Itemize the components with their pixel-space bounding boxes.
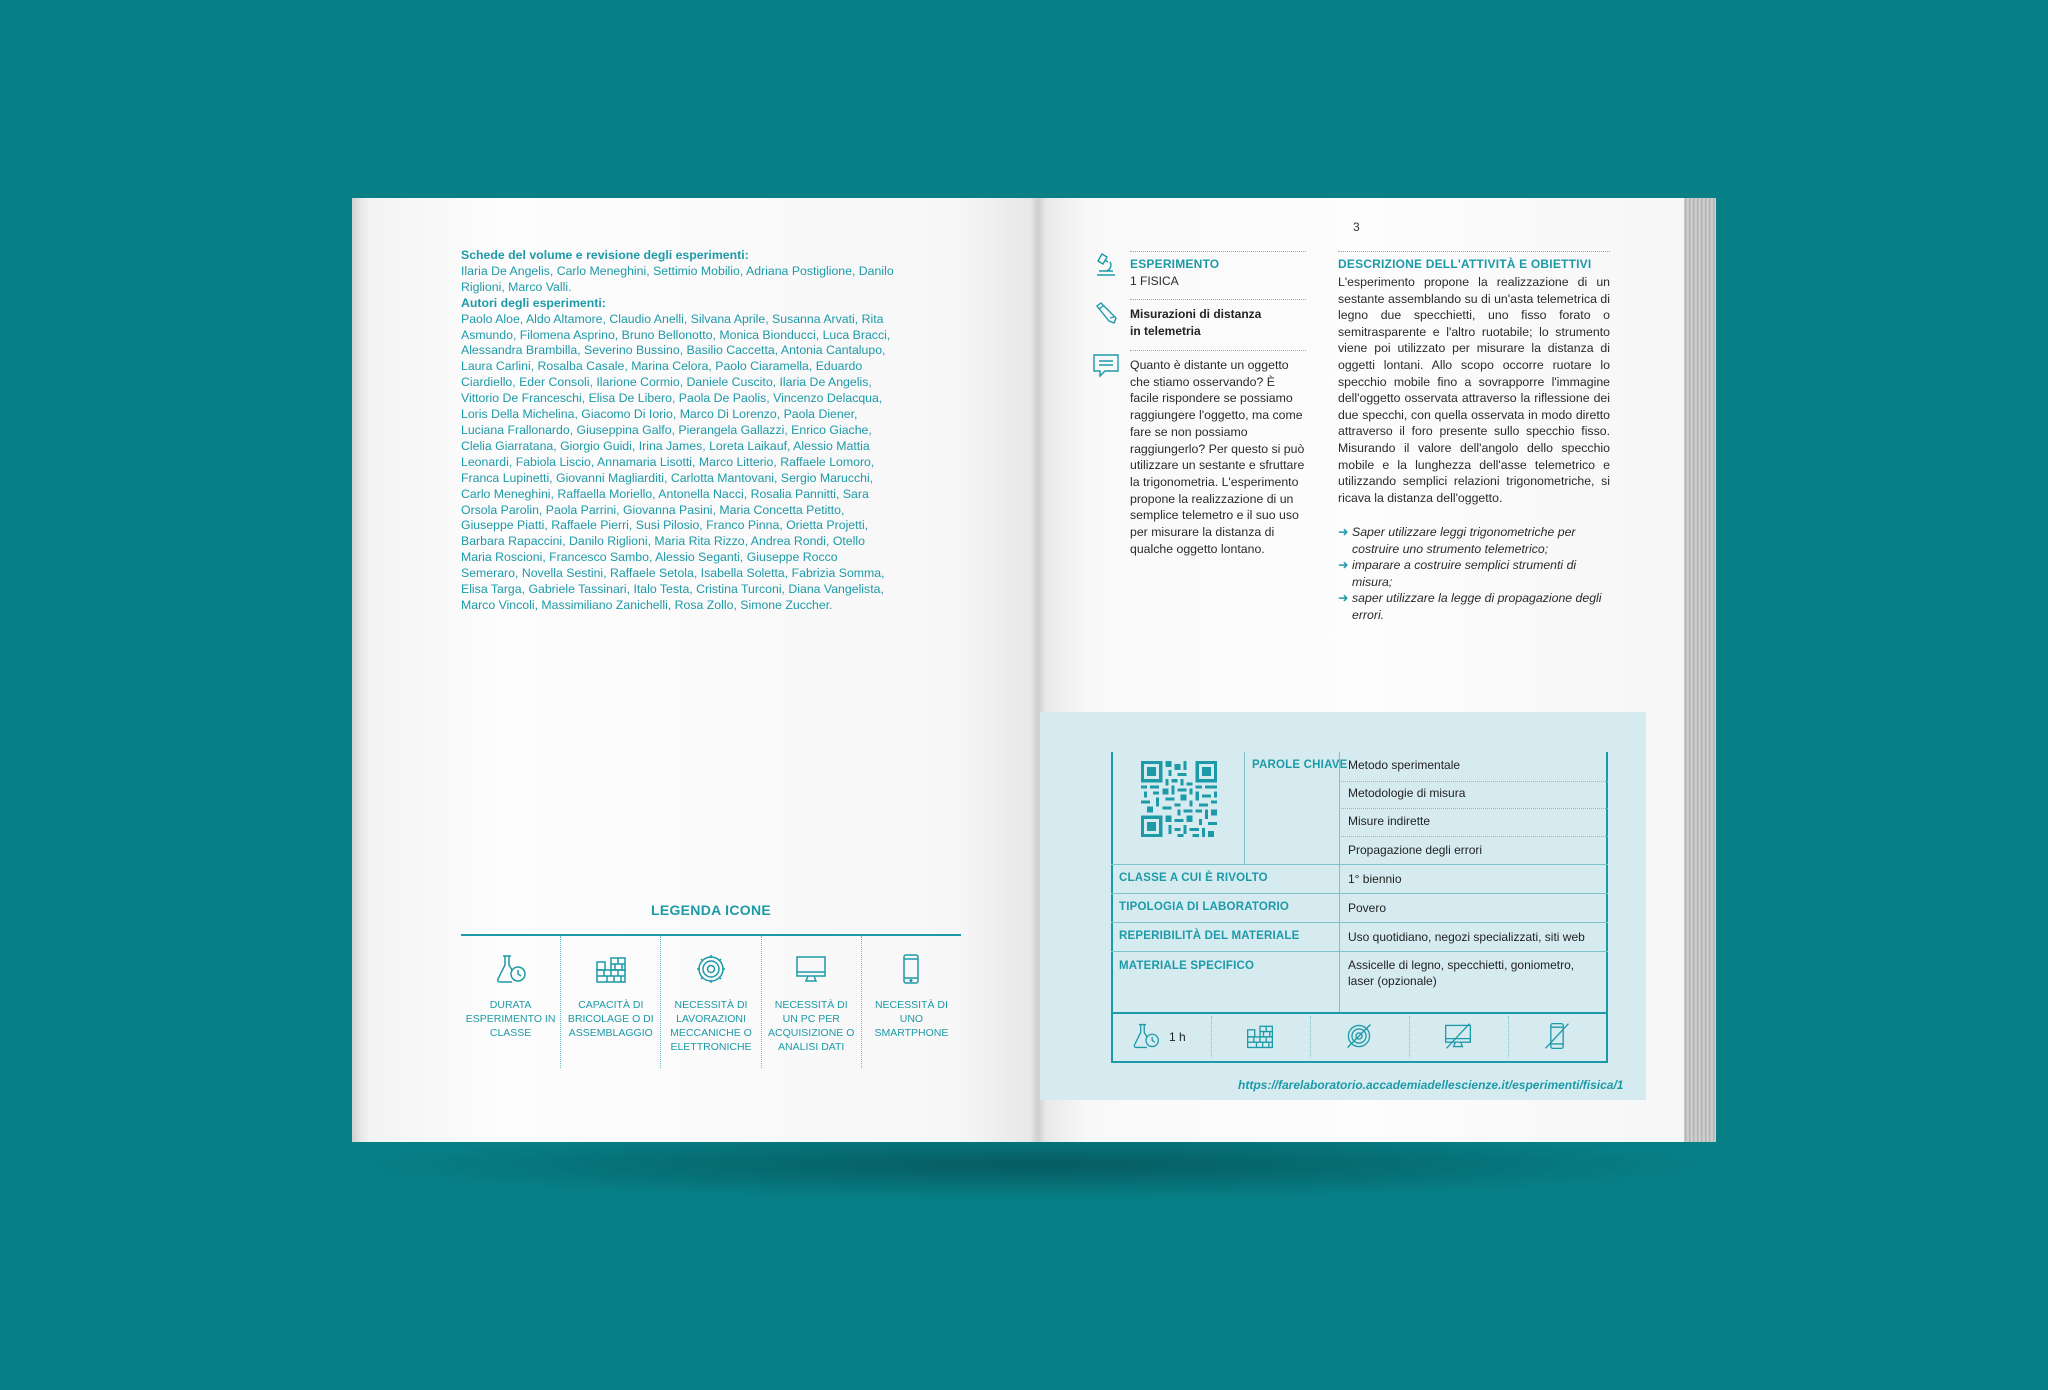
legend-item-mechanics: [661, 936, 761, 1068]
table-line: [1409, 1016, 1410, 1058]
list-item: ➜ saper utilizzare la legge di propagazione degli errori.: [1338, 591, 1602, 622]
microscope-icon: [1093, 251, 1119, 277]
page-number: 3: [1353, 220, 1360, 234]
gear-disabled-icon: [1344, 1021, 1374, 1051]
list-item: ➜ Saper utilizzare leggi trigonometriche per costruire uno strumento telemetrico;: [1338, 525, 1576, 556]
legend-label: NECESSITÀ DI LAVORAZIONI MECCANICHE O ELETTRONICHE: [670, 999, 752, 1053]
divider: [1130, 299, 1306, 300]
credits-names-review: Ilaria De Angelis, Carlo Meneghini, Settimio Mobilio, Adriana Postiglione, Danilo Riglioni, Marco Valli.: [461, 263, 894, 294]
monitor-disabled-icon: [1443, 1021, 1473, 1051]
keyword-1: Metodo sperimentale: [1348, 758, 1461, 772]
qr-code[interactable]: [1141, 759, 1217, 839]
pencil-icon: [1093, 300, 1119, 326]
arrow-icon: ➜: [1338, 525, 1349, 539]
credits-heading-authors: Autori degli esperimenti:: [461, 295, 606, 310]
table-line: [1244, 752, 1245, 864]
goals-list: [1338, 524, 1618, 624]
legend-label: NECESSITÀ DI UN PC PER ACQUISIZIONE O ANALISI DATI: [768, 999, 855, 1053]
divider: [1130, 350, 1306, 351]
experiment-title-line2: in telemetria: [1130, 324, 1201, 338]
legend-label: NECESSITÀ DI UNO SMARTPHONE: [874, 999, 949, 1039]
legend-item-bricolage: [561, 936, 661, 1068]
description-text: L'esperimento propone la realizzazione di un sestante assemblando su di un'asta telemetrica di legno due specchietti, uno fisso forato o semitrasparente e l'altro ruotabile; lo strumento viene poi utilizzato per misurare la distanza di oggetti lontani. Allo scopo occorre ruotare lo specchio mobile fino a sovrapporre l'immagine dell'oggetto osservata attraverso la riflessione dei due specchi, con quella osservata in modo diretto attraverso il foro presente sullo specchio fisso. Misurando il valore dell'angolo dello specchio mobile e la lunghezza dell'asse telemetrico e utilizzando semplici relazioni trigonometriche, si ricava la distanza dell'oggetto.: [1338, 275, 1610, 505]
table-line: [1508, 1016, 1509, 1058]
bricks-icon: [1245, 1021, 1275, 1051]
arrow-icon: ➜: [1338, 558, 1349, 573]
row-value-availability: Uso quotidiano, negozi specializzati, siti web: [1348, 930, 1585, 944]
experiment-value: 1 FISICA: [1130, 274, 1179, 288]
experiment-label: ESPERIMENTO: [1130, 257, 1220, 271]
row-value-lab-type: Povero: [1348, 901, 1387, 915]
table-line: [1111, 922, 1608, 923]
table-line: [1339, 808, 1608, 809]
row-label-lab-type: TIPOLOGIA DI LABORATORIO: [1119, 901, 1290, 913]
row-label-availability: REPERIBILITÀ DEL MATERIALE: [1119, 930, 1300, 942]
flask-clock-icon: [494, 952, 528, 986]
flask-clock-icon: [1131, 1021, 1161, 1051]
credits-heading-review: Schede del volume e revisione degli esperimenti:: [461, 248, 749, 262]
table-line: [1339, 836, 1608, 837]
table-line: [1111, 864, 1608, 865]
legend-icons: [461, 936, 961, 1068]
keyword-4: Propagazione degli errori: [1348, 843, 1483, 857]
gear-icon: [694, 952, 728, 986]
description-heading: DESCRIZIONE DELL'ATTIVITÀ E OBIETTIVI: [1338, 257, 1592, 271]
table-line: [1111, 1012, 1608, 1014]
duration-value: 1 h: [1169, 1030, 1186, 1044]
row-value-class: 1° biennio: [1348, 872, 1402, 886]
keyword-3: Misure indirette: [1348, 814, 1431, 828]
table-line: [1111, 893, 1608, 894]
credits-block: [461, 248, 897, 614]
table-line: [1310, 1016, 1311, 1058]
list-item: ➜ imparare a costruire semplici strumenti di misura;: [1338, 558, 1577, 589]
smartphone-disabled-icon: [1542, 1021, 1572, 1051]
arrow-icon: ➜: [1338, 591, 1349, 606]
right-page-edges: [1682, 198, 1716, 1142]
divider: [1338, 251, 1610, 252]
credits-names-authors: Paolo Aloe, Aldo Altamore, Claudio Anelli, Silvana Aprile, Susanna Arvati, Rita Asmundo, Filomena Asprino, Bruno Bellonotto, Monica Bionducci, Luca Bracci, Alessandra Brambilla, Severino Bussino, Basilio Caccetta, Antonia Cantalupo, Laura Carlini, Rosalba Casale, Marina Celora, Paolo Ciaramella, Eduardo Ciardiello, Eder Consoli, Ilarione Cormio, Daniele Cuscito, Ilaria De Angelis, Vittorio De Franceschi, Elisa De Libero, Paola De Paolis, Vincenzo Delacqua, Loris Della Michelina, Giacomo Di Iorio, Marco Di Lorenzo, Paola Diener, Luciana Frallonardo, Giuseppina Galfo, Pierangela Gallazzi, Enrico Giache, Clelia Giarratana, Giorgio Guidi, Irina James, Loreta Laikauf, Alessio Mattia Leonardi, Fabiola Liscio, Annamaria Lisotti, Marco Litterio, Raffaele Lomoro, Franca Lupinetti, Giovanni Magliarditi, Carlotta Mantovani, Sergio Marucchi, Carlo Meneghini, Raffaella Moriello, Antonella Nacci, Rosalia Pannitti, Sara Orsola Parolin, Paola Parrini, Giovanna Pasini, Maria Concetta Petitto, Giuseppe Piatti, Raffaele Pierri, Susi Pilosio, Franco Pinna, Orietta Projetti, Barbara Rapaccini, Danilo Riglioni, Maria Rita Rizzo, Andrea Rondi, Otello Maria Roscioni, Francesco Sambo, Alessio Seganti, Giuseppe Rocco Semeraro, Novella Sestini, Raffaele Setola, Isabella Soletta, Fabrizia Somma, Elisa Targa, Gabriele Tassinari, Italo Testa, Cristina Turconi, Diana Vangelista, Marco Vincoli, Massimiliano Zanichelli, Rosa Zollo, Simone Zuccher.: [461, 311, 891, 612]
legend-label: DURATA ESPERIMENTO IN CLASSE: [465, 999, 556, 1039]
speech-bubble-icon: [1091, 351, 1121, 381]
experiment-url-link[interactable]: https://farelaboratorio.accademiadellescienze.it/esperimenti/fisica/1: [1238, 1078, 1624, 1092]
monitor-icon: [794, 952, 828, 986]
legend-title: LEGENDA ICONE: [650, 902, 772, 918]
intro-text: Quanto è distante un oggetto che stiamo osservando? È facile rispondere se possiamo raggiungere l'oggetto, ma come fare se non possiamo raggiungerlo? Per questo si può utilizzare un sestante e sfruttare la trigonometria. L'esperimento propone la realizzazione di un semplice telemetro e il suo uso per misurare la distanza di qualche oggetto lontano.: [1130, 358, 1305, 556]
table-line: [1211, 1016, 1212, 1058]
smartphone-icon: [894, 952, 928, 986]
table-line: [1339, 752, 1340, 1012]
keywords-label: PAROLE CHIAVE: [1252, 759, 1348, 771]
experiment-title-line1: Misurazioni di distanza: [1130, 307, 1262, 321]
row-value-material: Assicelle di legno, specchietti, goniometro, laser (opzionale): [1348, 958, 1575, 988]
keyword-2: Metodologie di misura: [1348, 786, 1466, 800]
divider: [1130, 251, 1306, 252]
experiment-title: [1130, 306, 1261, 340]
table-line: [1111, 951, 1608, 952]
legend-item-smartphone: [862, 936, 961, 1068]
legend-item-pc: [762, 936, 862, 1068]
bricks-icon: [594, 952, 628, 986]
legend-item-duration: [461, 936, 561, 1068]
table-line: [1339, 781, 1608, 782]
row-label-class: CLASSE A CUI È RIVOLTO: [1119, 872, 1268, 884]
row-label-material: MATERIALE SPECIFICO: [1119, 960, 1255, 972]
legend-label: CAPACITÀ DI BRICOLAGE O DI ASSEMBLAGGIO: [567, 999, 654, 1039]
